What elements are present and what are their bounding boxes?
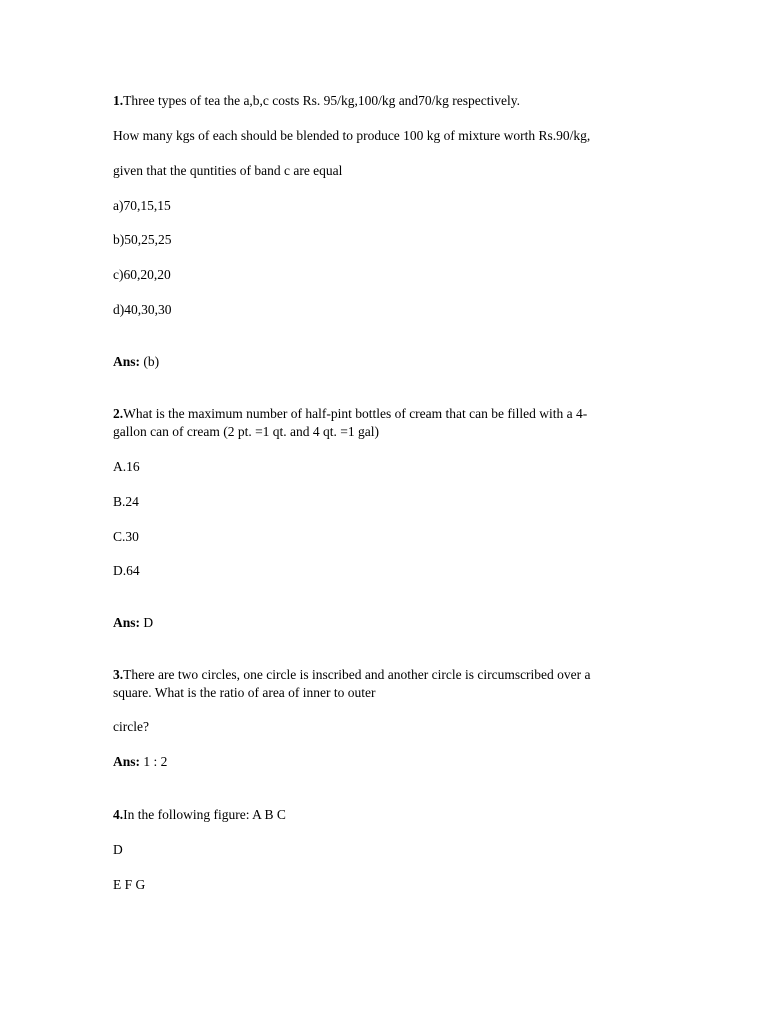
answer-3 <box>113 753 167 770</box>
answer-label: Ans: <box>113 615 141 630</box>
option-d: D.64 <box>113 563 140 578</box>
question-4-line-3: E F G <box>113 877 146 892</box>
question-4-line-1 <box>113 806 286 823</box>
question-text: In the following figure: A B C <box>123 807 286 822</box>
option-b: B.24 <box>113 494 139 509</box>
question-4-line-2: D <box>113 842 123 857</box>
answer-2 <box>113 614 153 631</box>
option-a: A.16 <box>113 459 140 474</box>
option-d: d)40,30,30 <box>113 302 172 317</box>
option-c: C.30 <box>113 529 139 544</box>
answer-value: (b) <box>140 354 160 369</box>
question-number: 3. <box>113 667 124 682</box>
answer-1 <box>113 353 159 370</box>
option-a: a)70,15,15 <box>113 198 171 213</box>
question-number: 4. <box>113 807 124 822</box>
option-b: b)50,25,25 <box>113 232 172 247</box>
answer-label: Ans: <box>113 354 141 369</box>
question-2-line-2: gallon can of cream (2 pt. =1 qt. and 4 qt. =1 gal) <box>113 424 380 439</box>
question-text: There are two circles, one circle is inscribed and another circle is circumscribed over a <box>123 667 591 682</box>
answer-value: 1 : 2 <box>140 754 168 769</box>
answer-value: D <box>140 615 154 630</box>
answer-label: Ans: <box>113 754 141 769</box>
question-text: What is the maximum number of half-pint bottles of cream that can be filled with a 4- <box>123 406 588 421</box>
question-1-line-2: How many kgs of each should be blended to produce 100 kg of mixture worth Rs.90/kg, <box>113 128 591 143</box>
question-1-line-1 <box>113 92 520 109</box>
question-3-line-3: circle? <box>113 719 149 734</box>
question-2-line-1 <box>113 405 587 422</box>
question-number: 2. <box>113 406 124 421</box>
question-3-line-1 <box>113 666 591 683</box>
question-text: Three types of tea the a,b,c costs Rs. 95/kg,100/kg and70/kg respectively. <box>123 93 521 108</box>
option-c: c)60,20,20 <box>113 267 171 282</box>
question-1-line-3: given that the quntities of band c are equal <box>113 163 343 178</box>
question-number: 1. <box>113 93 124 108</box>
question-3-line-2: square. What is the ratio of area of inner to outer <box>113 685 376 700</box>
